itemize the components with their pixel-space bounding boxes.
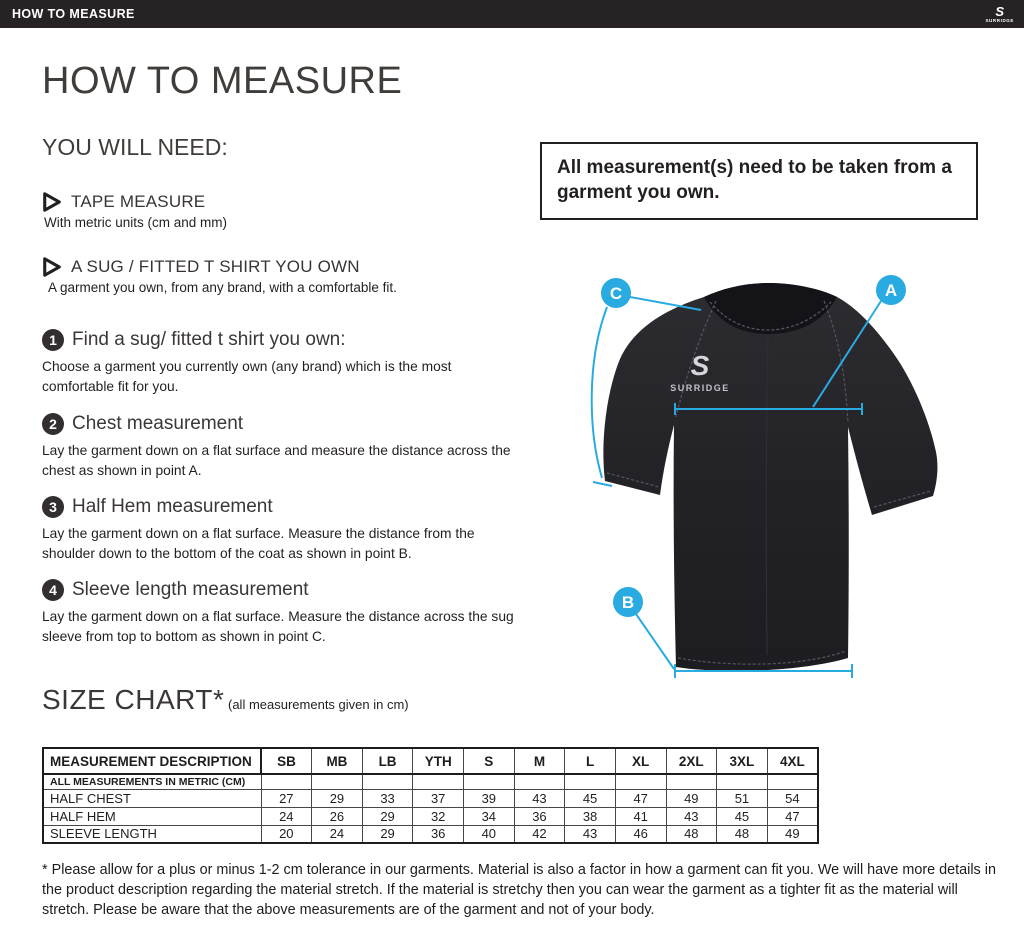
size-column-header: YTH [413,748,464,774]
measurement-value-cell: 48 [666,825,717,843]
top-bar-title: HOW TO MEASURE [12,7,135,21]
step-title: Sleeve length measurement [72,579,309,600]
measurement-label-cell: SLEEVE LENGTH [43,825,261,843]
tshirt-illustration [560,255,980,685]
shirt-logo-text: SURRIDGE [670,383,730,393]
empty-cell [413,774,464,789]
size-chart-table [42,747,819,844]
tshirt-body [603,283,937,671]
page-title: HOW TO MEASURE [42,60,403,102]
measurement-value-cell: 48 [717,825,768,843]
triangle-bullet-icon [42,192,62,212]
size-column-header: MB [312,748,363,774]
size-column-header: L [565,748,616,774]
shirt-logo-s-icon: S [690,350,710,381]
step-title: Half Hem measurement [72,496,273,517]
step-2 [42,413,522,481]
size-column-header: 3XL [717,748,768,774]
measurement-label-cell: HALF CHEST [43,789,261,807]
size-column-header: S [464,748,515,774]
empty-cell [464,774,515,789]
measurement-value-cell: 34 [464,807,515,825]
label-c: C [609,284,623,303]
empty-cell [565,774,616,789]
table-header-row [43,748,818,774]
step-description: Lay the garment down on a flat surface. Measure the distance across the sug sleeve from top to bottom as shown in point C. [42,609,514,644]
step-number-badge: 3 [42,496,64,518]
measurement-value-cell: 24 [261,807,312,825]
surridge-logo-icon: S SURRIDGE [985,3,1014,23]
empty-cell [767,774,818,789]
measurement-value-cell: 39 [464,789,515,807]
step-description: Lay the garment down on a flat surface and measure the distance across the chest as shown in point A. [42,443,511,478]
measurement-value-cell: 46 [615,825,666,843]
measurement-value-cell: 45 [565,789,616,807]
measurement-value-cell: 38 [565,807,616,825]
measurement-value-cell: 42 [514,825,565,843]
size-column-header: M [514,748,565,774]
need-item-fitted-shirt [42,257,397,295]
measurement-value-cell: 33 [362,789,413,807]
empty-cell [362,774,413,789]
measurement-value-cell: 47 [615,789,666,807]
measurement-description-header: MEASUREMENT DESCRIPTION [43,748,261,774]
measurement-label-cell: HALF HEM [43,807,261,825]
empty-cell [261,774,312,789]
step-number-badge: 4 [42,579,64,601]
measurement-value-cell: 51 [717,789,768,807]
need-item-tape-measure [42,192,227,230]
label-b: B [621,593,635,612]
need-item-title: A SUG / FITTED T SHIRT YOU OWN [71,257,360,276]
measurement-value-cell: 43 [565,825,616,843]
measurement-value-cell: 29 [362,825,413,843]
measurement-value-cell: 27 [261,789,312,807]
measurement-value-cell: 45 [717,807,768,825]
empty-cell [717,774,768,789]
measurement-value-cell: 41 [615,807,666,825]
need-item-subtitle: A garment you own, from any brand, with a comfortable fit. [48,280,397,295]
measurement-value-cell: 32 [413,807,464,825]
step-3 [42,496,522,564]
tolerance-footnote: * Please allow for a plus or minus 1-2 cm tolerance in our garments. Material is also a factor in how a garment can fit you. We will have more details in the product description regarding the material stretch. If the material is stretchy then you can wear the garment as a tighter fit as the material will stretch. Please be aware that the above measurements are of the garment and not of your body. [42,862,996,919]
metric-note-row [43,774,818,789]
measurement-value-cell: 49 [666,789,717,807]
step-1 [42,329,522,397]
empty-cell [312,774,363,789]
metric-note-cell: ALL MEASUREMENTS IN METRIC (CM) [43,774,261,789]
size-chart-heading: SIZE CHART* [42,684,225,715]
label-a: A [884,281,898,300]
measurement-note-box [540,142,978,220]
measurement-value-cell: 54 [767,789,818,807]
measurement-value-cell: 29 [362,807,413,825]
measurement-value-cell: 20 [261,825,312,843]
table-row [43,789,818,807]
size-column-header: 2XL [666,748,717,774]
step-number-badge: 1 [42,329,64,351]
measurement-value-cell: 43 [514,789,565,807]
need-item-subtitle: With metric units (cm and mm) [44,215,228,230]
measurement-value-cell: 26 [312,807,363,825]
empty-cell [615,774,666,789]
step-number-badge: 2 [42,413,64,435]
table-row [43,807,818,825]
measurement-value-cell: 37 [413,789,464,807]
measurement-value-cell: 49 [767,825,818,843]
step-title: Chest measurement [72,413,244,434]
size-column-header: XL [615,748,666,774]
size-chart-subheading: (all measurements given in cm) [228,697,409,712]
triangle-bullet-icon [42,257,62,277]
size-column-header: LB [362,748,413,774]
you-will-need-heading: YOU WILL NEED: [42,134,228,160]
measurement-value-cell: 24 [312,825,363,843]
need-item-title: TAPE MEASURE [71,192,206,211]
measurement-note-text: All measurement(s) need to be taken from a garment you own. [557,157,952,204]
size-column-header: 4XL [767,748,818,774]
empty-cell [666,774,717,789]
step-title: Find a sug/ fitted t shirt you own: [72,329,346,350]
top-bar [0,0,1024,28]
measurement-value-cell: 36 [514,807,565,825]
tshirt-measurement-diagram [560,255,980,685]
measurement-value-cell: 40 [464,825,515,843]
measurement-value-cell: 36 [413,825,464,843]
table-row [43,825,818,843]
measurement-value-cell: 47 [767,807,818,825]
size-column-header: SB [261,748,312,774]
measurement-value-cell: 29 [312,789,363,807]
step-description: Lay the garment down on a flat surface. Measure the distance from the shoulder down to the bottom of the coat as shown in point B. [42,526,475,561]
step-description: Choose a garment you currently own (any brand) which is the most comfortable fit for you. [42,359,452,394]
step-4 [42,579,522,647]
measurement-value-cell: 43 [666,807,717,825]
empty-cell [514,774,565,789]
